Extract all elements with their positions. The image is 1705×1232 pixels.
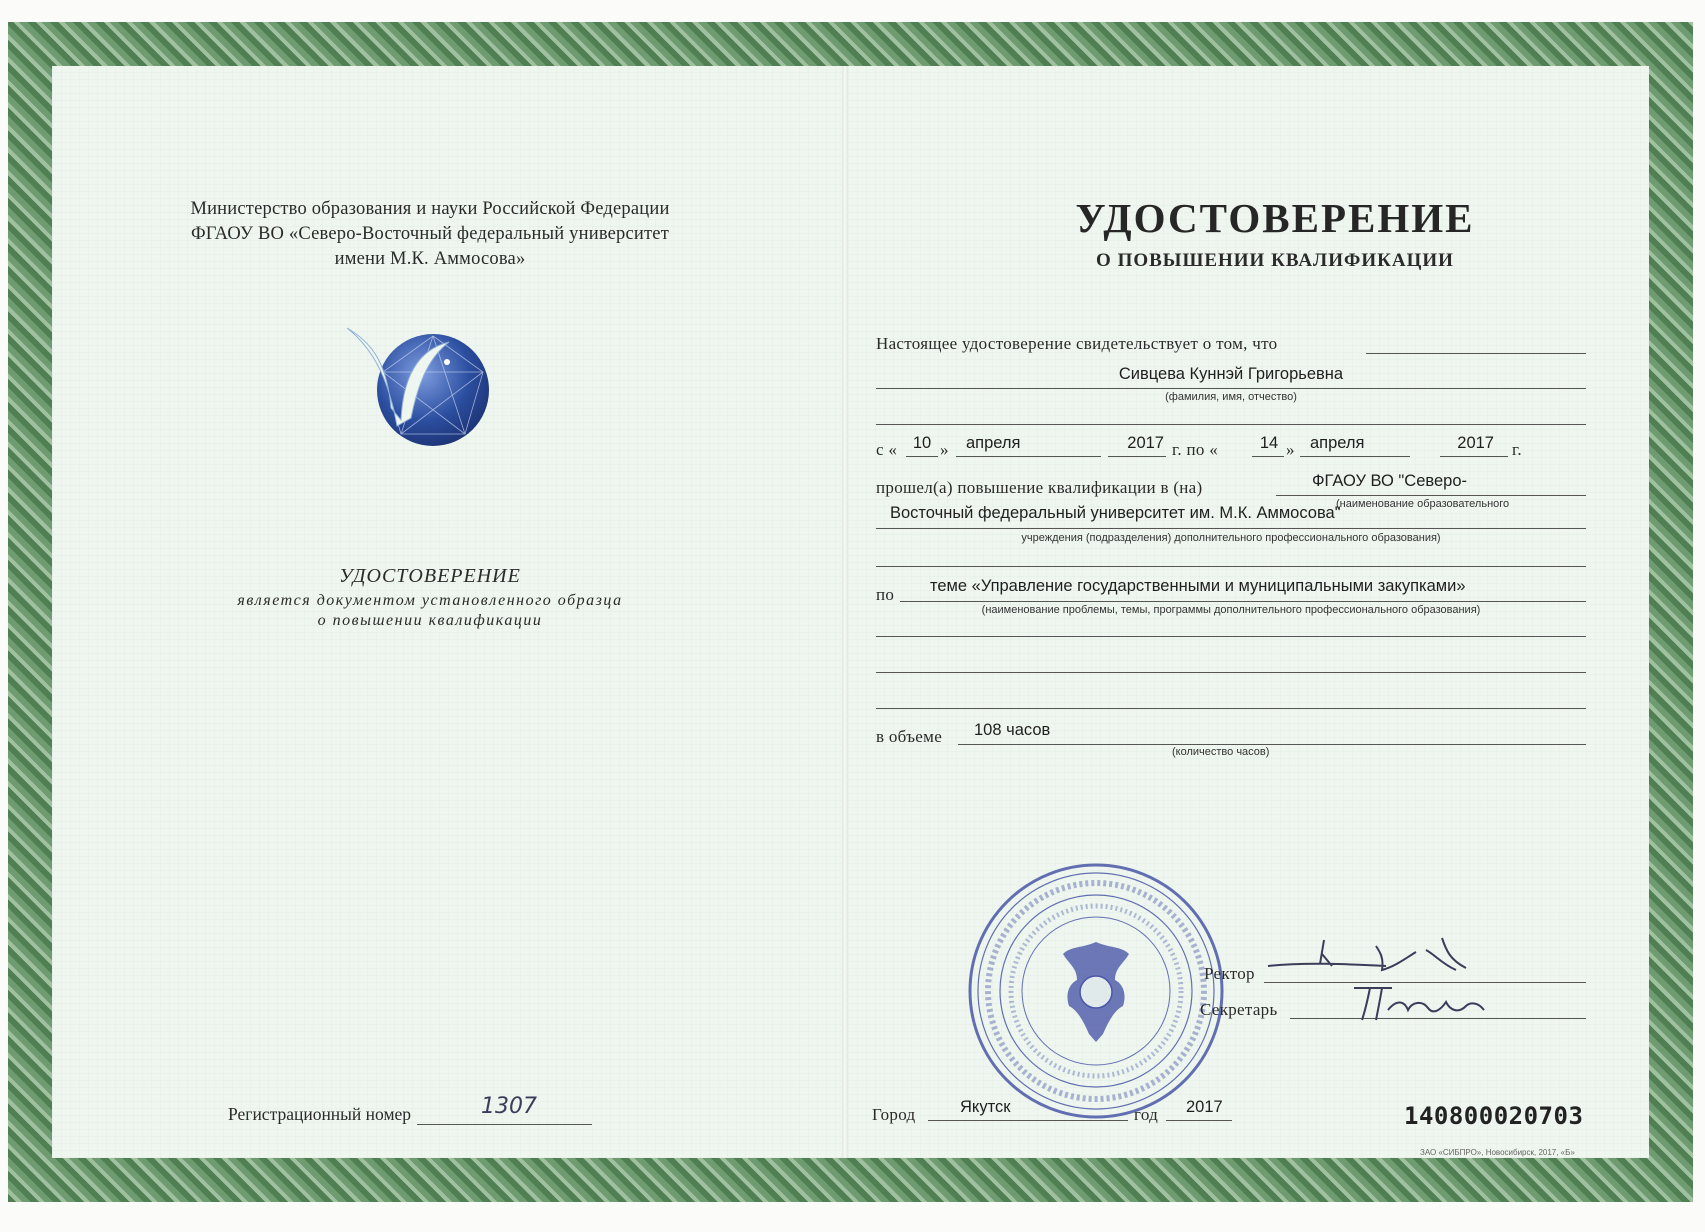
- secretary-signature: [1350, 980, 1500, 1028]
- note-line-3: о повышении квалификации: [317, 612, 543, 629]
- date-to-month-line: [1300, 456, 1410, 457]
- city-label: Город: [872, 1105, 916, 1124]
- reg-label: Регистрационный номер: [228, 1104, 412, 1124]
- note-line-2: является документом установленного образца: [237, 592, 623, 609]
- reg-value: 1307: [481, 1094, 538, 1119]
- topic-hint: (наименование проблемы, темы, программы дополнительного профессионального образования): [981, 604, 1481, 616]
- hours-hint: (количество часов): [1172, 746, 1270, 758]
- institution-line-1: [1276, 495, 1586, 496]
- blank-line-4: [876, 672, 1586, 673]
- date-from-day-line: [906, 456, 938, 457]
- name-hint: (фамилия, имя, отчество): [1165, 391, 1297, 403]
- topic-label: по: [876, 585, 895, 604]
- date-from-month: апреля: [966, 434, 1021, 452]
- date-suffix: г.: [1512, 440, 1522, 459]
- note-title: УДОСТОВЕРЕНИЕ: [339, 565, 521, 587]
- city-line: [928, 1120, 1128, 1121]
- year-line: [1166, 1120, 1232, 1121]
- topic: теме «Управление государственными и муниципальными закупками»: [930, 577, 1466, 595]
- year-label: год: [1134, 1105, 1159, 1124]
- full-name: Сивцева Куннэй Григорьевна: [1118, 365, 1344, 383]
- date-to-month: апреля: [1310, 434, 1365, 452]
- hours-line: [958, 744, 1586, 745]
- volume-label: в объеме: [876, 727, 943, 746]
- institution-part1: ФГАОУ ВО "Северо-: [1312, 472, 1467, 490]
- topic-line: [900, 601, 1586, 602]
- blank-line-5: [876, 708, 1586, 709]
- institution-hint-1: (наименование образовательного: [1336, 498, 1510, 510]
- hours: 108 часов: [974, 721, 1051, 739]
- ministry-line-2: ФГАОУ ВО «Северо-Восточный федеральный университет: [190, 224, 670, 244]
- city: Якутск: [960, 1098, 1011, 1116]
- date-to-prefix: г. по «: [1172, 440, 1219, 459]
- blank-line-2: [876, 566, 1586, 567]
- secretary-label: Секретарь: [1200, 1000, 1278, 1019]
- printer-imprint: ЗАО «СИБПРО», Новосибирск, 2017, «Б»: [1420, 1148, 1575, 1157]
- intro-text: Настоящее удостоверение свидетельствует о том, что: [876, 334, 1278, 353]
- intro-line: [1366, 353, 1586, 354]
- date-to-day-line: [1252, 456, 1284, 457]
- quote-close-2: »: [1286, 440, 1295, 459]
- certificate-subtitle: О ПОВЫШЕНИИ КВАЛИФИКАЦИИ: [1096, 250, 1454, 271]
- page-fold: [842, 66, 848, 1158]
- name-line: [876, 388, 1586, 389]
- certificate-title: УДОСТОВЕРЕНИЕ: [1075, 195, 1475, 241]
- date-to-day: 14: [1259, 434, 1279, 452]
- date-to-year-line: [1440, 456, 1508, 457]
- blank-line-3: [876, 636, 1586, 637]
- date-from-month-line: [956, 456, 1101, 457]
- date-from-year: 2017: [1127, 434, 1164, 452]
- blank-line-1: [876, 424, 1586, 425]
- ministry-line-1: Министерство образования и науки Российской Федерации: [190, 199, 670, 219]
- date-from-prefix: с «: [876, 440, 898, 459]
- ministry-line-3: имени М.К. Аммосова»: [334, 249, 526, 269]
- quote-close-1: »: [940, 440, 949, 459]
- official-seal-stamp: [965, 860, 1227, 1122]
- registration-number: [228, 1094, 592, 1125]
- institution-hint-2: учреждения (подразделения) дополнительного профессионального образования): [1021, 532, 1441, 544]
- date-to-year: 2017: [1457, 434, 1494, 452]
- institution-part2: Восточный федеральный университет им. М.К. Аммосова": [890, 504, 1341, 522]
- reg-line: [417, 1094, 592, 1125]
- institution-line-2: [876, 528, 1586, 529]
- date-from-day: 10: [912, 434, 932, 452]
- passed-label: прошел(а) повышение квалификации в (на): [876, 478, 1203, 497]
- university-logo-icon: [345, 322, 495, 452]
- rector-label: Ректор: [1204, 964, 1255, 983]
- rector-signature: [1266, 936, 1516, 986]
- serial-number: 140800020703: [1404, 1102, 1584, 1130]
- ministry-header: [150, 197, 710, 272]
- year: 2017: [1186, 1098, 1223, 1116]
- date-from-year-line: [1108, 456, 1166, 457]
- left-note: [190, 565, 670, 630]
